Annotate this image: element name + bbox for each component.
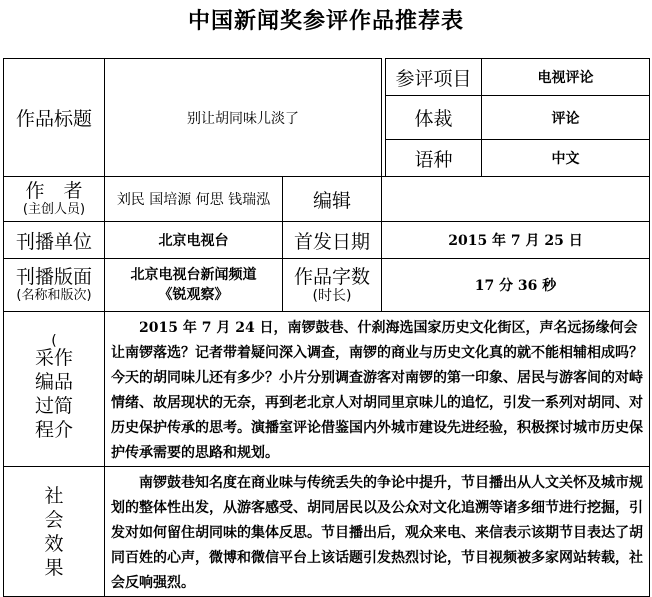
genre-label: 体裁 — [386, 96, 482, 140]
word-count-label-cell — [283, 259, 382, 312]
process-label-open-paren: ( — [51, 333, 57, 349]
effect-label-char: 会 — [44, 508, 64, 531]
process-label-cell — [4, 312, 105, 467]
publisher-value: 北京电视台 — [105, 222, 283, 259]
category-value: 电视评论 — [482, 59, 650, 96]
edition-value-cell — [105, 259, 283, 312]
edition-value-line2: 《锐观察》 — [158, 287, 229, 303]
word-count-label: 作品字数 — [293, 266, 370, 288]
genre-value: 评论 — [482, 96, 650, 140]
word-count-sub-label: (时长) — [312, 288, 352, 304]
author-label-cell — [4, 177, 105, 222]
work-title-value: 别让胡同味儿淡了 — [105, 59, 382, 177]
effect-label-cell — [4, 467, 105, 597]
editor-value — [382, 177, 650, 222]
process-label-char: 过简 — [34, 395, 73, 417]
first-date-label: 首发日期 — [283, 222, 382, 259]
edition-value-line1: 北京电视台新闻频道 — [130, 267, 257, 283]
editor-label: 编辑 — [283, 177, 382, 222]
author-sub-label: (主创人员) — [22, 202, 86, 217]
word-count-value: 17 分 36 秒 — [382, 259, 650, 312]
publisher-label: 刊播单位 — [4, 222, 105, 259]
process-text: 2015 年 7 月 24 日，南锣鼓巷、什刹海选国家历史文化街区，声名远扬缘何会让南锣落选？记者带着疑问深入调查，南锣的商业与历史文化真的就不能相辅相成吗？今天的胡同味儿还有多少？小片分别调查游客对南锣的第一印象、居民与游客间的对峙情绪、故居现状的无奈，再到老北京人对胡同里京味儿的追忆，引发一系列对胡同、对历史保护传承的思考。演播室评论借鉴国内外城市建设先进经验，积极探讨城市历史保护传承需要的思路和规划。 — [105, 312, 650, 467]
edition-label: 刊播版面 — [15, 266, 92, 288]
author-label: 作 者 — [25, 180, 83, 202]
category-label: 参评项目 — [386, 59, 482, 96]
language-value: 中文 — [482, 140, 650, 177]
author-value: 刘民 国培源 何思 钱瑞泓 — [105, 177, 283, 222]
effect-label-char: 果 — [44, 556, 64, 579]
effect-text: 南锣鼓巷知名度在商业味与传统丢失的争论中提升，节目播出从人文关怀及城市规划的整体性出发，从游客感受、胡同居民以及公众对文化追溯等诸多细节进行挖掘，引发对如何留住胡同味的集体反思。节目播出后，观众来电、来信表示该期节目表达了胡同百姓的心声，微博和微信平台上该话题引发热烈讨论，节目视频被多家网站转载，社会反响强烈。 — [105, 467, 650, 597]
process-label-char: 程介 — [34, 419, 73, 441]
form-title: 中国新闻奖参评作品推荐表 — [187, 8, 464, 34]
language-label: 语种 — [386, 140, 482, 177]
work-title-label: 作品标题 — [4, 59, 105, 177]
recommendation-form-table — [3, 58, 650, 597]
effect-label-char: 效 — [44, 532, 64, 555]
process-label-char: 采作 — [34, 347, 73, 369]
effect-label-char: 社 — [44, 484, 64, 507]
first-date-value: 2015 年 7 月 25 日 — [382, 222, 650, 259]
edition-label-cell — [4, 259, 105, 312]
process-label-char: 编品 — [34, 371, 73, 393]
edition-sub-label: (名称和版次) — [16, 288, 92, 303]
